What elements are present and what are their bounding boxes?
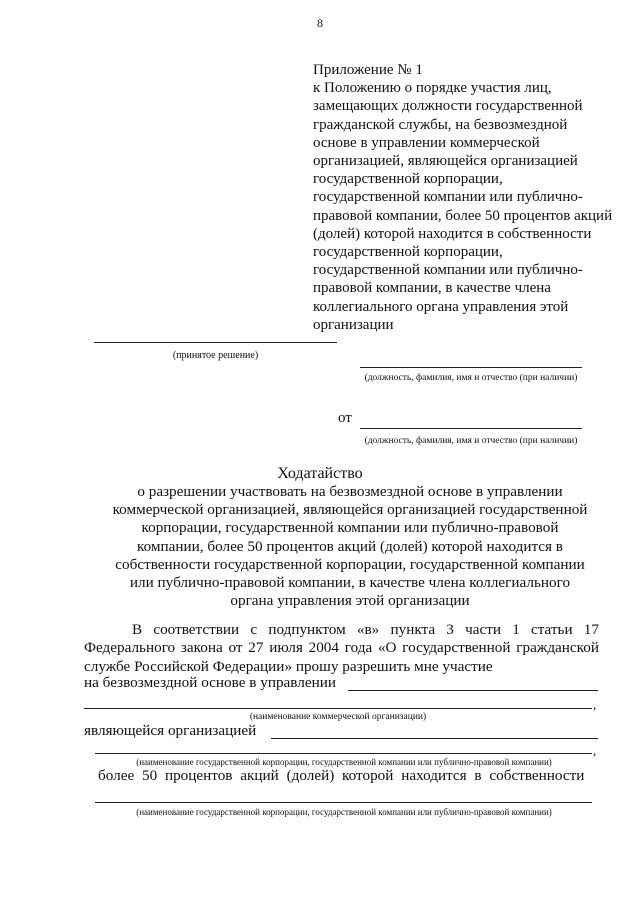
position-line-1[interactable] [360,367,582,368]
petition-subtitle: о разрешении участвовать на безвозмездной основе в управлении коммерческой организацией, являющейся организацией государственной корпорации, государственной компании или публично-правовой компании, более 50 процентов акций (долей) которой находится в собственности государственной корпорации, государственной компании или публично-правовой компании, в качестве члена коллегиального органа управления этой организации [112,483,588,610]
petition-title: Ходатайство [277,465,363,482]
management-blank[interactable] [348,690,598,691]
appendix-title: Приложение № 1 [313,62,423,78]
corp-comma: , [593,743,597,758]
corp-name-line-2[interactable] [95,802,592,803]
appendix-text: к Положению о порядке участия лиц, замещающих должности государственной гражданской службы, на безвозмездной основе в управлении коммерческой организацией, являющейся организацией государственной корпорации, государственной компании или публично-правовой компании, более 50 процентов акций (долей) которой находится в собственности государственной корпорации, государственной компании или публично-правовой компании, в качестве члена коллегиального органа управления этой организации [313,80,613,333]
from-word: от [338,410,352,426]
appendix-header [313,61,613,334]
org-name-label: (наименование коммерческой организации) [249,712,427,722]
page-number: 8 [317,16,323,30]
being-org-text: являющейся организацией [84,722,257,739]
request-paragraph: В соответствии с подпунктом «в» пункта 3 части 1 статьи 17 Федерального закона от 27 июля 2004 года «О государственной гражданской службе Российской Федерации» прошу разрешить мне участие [84,621,599,675]
corp-name-label-1: (наименование государственной корпорации, государственной компании или публично-правовой компании) [136,757,552,767]
position-line-2[interactable] [360,428,582,429]
org-comma: , [593,697,597,712]
decision-label: (принятое решение) [172,350,259,361]
position-label-1: (должность, фамилия, имя и отчество (при наличии) [364,373,578,383]
corp-name-line-1[interactable] [95,753,592,754]
org-name-line[interactable] [84,708,592,709]
management-line-lead: на безвозмездной основе в управлении [84,674,336,691]
position-label-2: (должность, фамилия, имя и отчество (при наличии) [364,436,578,446]
shares-line: более 50 процентов акций (долей) которой находится в собственности [98,767,585,784]
decision-line[interactable] [94,342,337,343]
corp-name-label-2: (наименование государственной корпорации, государственной компании или публично-правовой компании) [136,807,552,817]
being-org-blank[interactable] [271,738,598,739]
